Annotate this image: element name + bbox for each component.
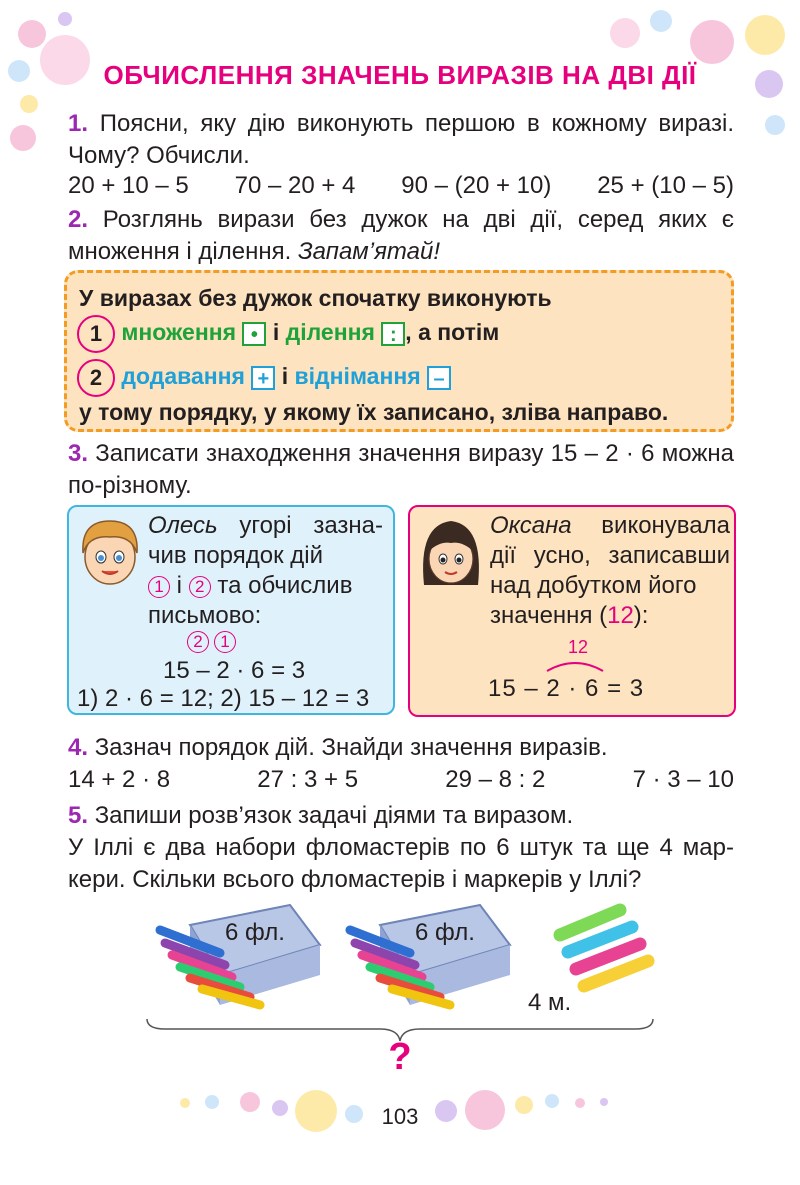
arc-label: 12 [568,637,589,657]
oles-avatar-icon [75,515,145,591]
markers-label: 4 м. [528,989,572,1016]
illustration [150,895,670,1035]
set-2-label: 6 фл. [415,919,475,946]
oksana-text-line-1: виконувала [601,512,730,539]
rule-line-1: У виразах без дужок спочатку виконують [79,285,552,311]
order-1-circle: 1 [148,576,170,598]
product-value: 12 [607,602,634,629]
oles-text-line-4: письмово: [148,602,262,629]
expression: 70 – 20 + 4 [234,172,356,199]
rule-line-2 [77,315,499,353]
task1-text: Поясни, яку дію виконують першою в кожному виразі. Чому? Обчисли. [68,110,734,169]
oksana-expression: 15 – 2 · 6 = 3 [488,675,645,702]
division-label: ділення [285,319,375,346]
task4-number: 4. [68,734,89,761]
task4 [68,732,734,764]
task3-number: 3. [68,440,89,467]
oles-order-marks [187,631,236,653]
task2 [68,204,734,268]
page-title: ОБЧИСЛЕННЯ ЗНАЧЕНЬ ВИРАЗІВ НА ДВІ ДІЇ [103,60,697,90]
oles-text-line-3 [148,571,388,601]
marker-set-1-icon [150,895,330,1015]
rule-line-4: у тому порядку, у якому їх записано, зліва направо. [79,399,669,425]
subtraction-sign-box: – [427,366,451,390]
task3 [68,438,734,502]
order-2-circle: 2 [187,631,209,653]
product-arc-icon [543,657,607,673]
task3-text: Записати знаходження значення виразу 15 – 2 · 6 можна по-різному. [68,440,734,499]
step-2-circle: 2 [77,359,115,397]
order-1-circle: 1 [214,631,236,653]
task1 [68,108,734,172]
set-1-label: 6 фл. [225,919,285,946]
multiplication-label: множення [121,319,237,346]
oksana-text-line-4 [490,601,648,631]
oles-text-line-1: угорі зазна- [239,512,383,539]
oles-text-line-2: чив порядок дій [148,542,324,569]
then-label: , а потім [405,319,500,346]
expression: 27 : 3 + 5 [257,766,359,793]
addition-sign-box: + [251,366,275,390]
oksana-text-line-4b: ): [633,602,649,629]
oksana-text-line-3: над добутком його [490,572,697,599]
task1-number: 1. [68,110,89,137]
task5 [68,800,734,832]
oles-expression: 15 – 2 · 6 = 3 [163,657,306,684]
division-sign-box: : [381,322,405,346]
and-label: і [272,319,280,346]
expression: 20 + 10 – 5 [68,172,189,199]
oles-name: Олесь [148,512,218,539]
oksana-name: Оксана [490,512,572,539]
task2-remember: Запам’ятай! [297,238,440,265]
oksana-text-line-2: дії усно, записавши [490,542,730,569]
oksana-box [408,505,736,717]
oles-text [148,511,383,571]
order-2-circle: 2 [189,576,211,598]
task5-text-2: У Іллі є два набори фломастерів по 6 штук та ще 4 мар- кери. Скільки всього фломастерів і маркерів у Іллі? [68,834,734,893]
oksana-text-line-4a: значення ( [490,602,608,629]
rule-line-3 [77,359,451,397]
task4-text: Зазнач порядок дій. Знайди значення виразів. [94,734,608,761]
task2-number: 2. [68,206,89,233]
expression: 25 + (10 – 5) [597,172,734,199]
multiplication-sign-box: • [242,322,266,346]
and-label: і [176,572,183,599]
task1-expressions [68,172,734,200]
oles-steps: 1) 2 · 6 = 12; 2) 15 – 12 = 3 [77,685,370,712]
question-mark: ? [388,1036,412,1078]
expression: 90 – (20 + 10) [401,172,552,199]
expression: 14 + 2 · 8 [68,766,171,793]
step-1-circle: 1 [77,315,115,353]
subtraction-label: віднімання [294,363,421,390]
oksana-avatar-icon [416,515,486,591]
expression: 7 · 3 – 10 [632,766,734,793]
oles-box [67,505,395,715]
rule-box [64,270,734,432]
and-label: і [281,363,289,390]
task4-expressions [68,766,734,794]
task2-text: Розглянь вирази без дужок на дві дії, серед яких є множення і ділення. [68,206,734,265]
task5-number: 5. [68,802,89,829]
oksana-text [490,511,730,601]
marker-set-2-icon [340,895,520,1015]
addition-label: додавання [121,363,245,390]
oles-text-line-3b: та обчислив [217,572,353,599]
task5-text-1: Запиши розв’язок задачі діями та виразом. [94,802,574,829]
page-number: 103 [381,1104,419,1129]
expression: 29 – 8 : 2 [445,766,546,793]
